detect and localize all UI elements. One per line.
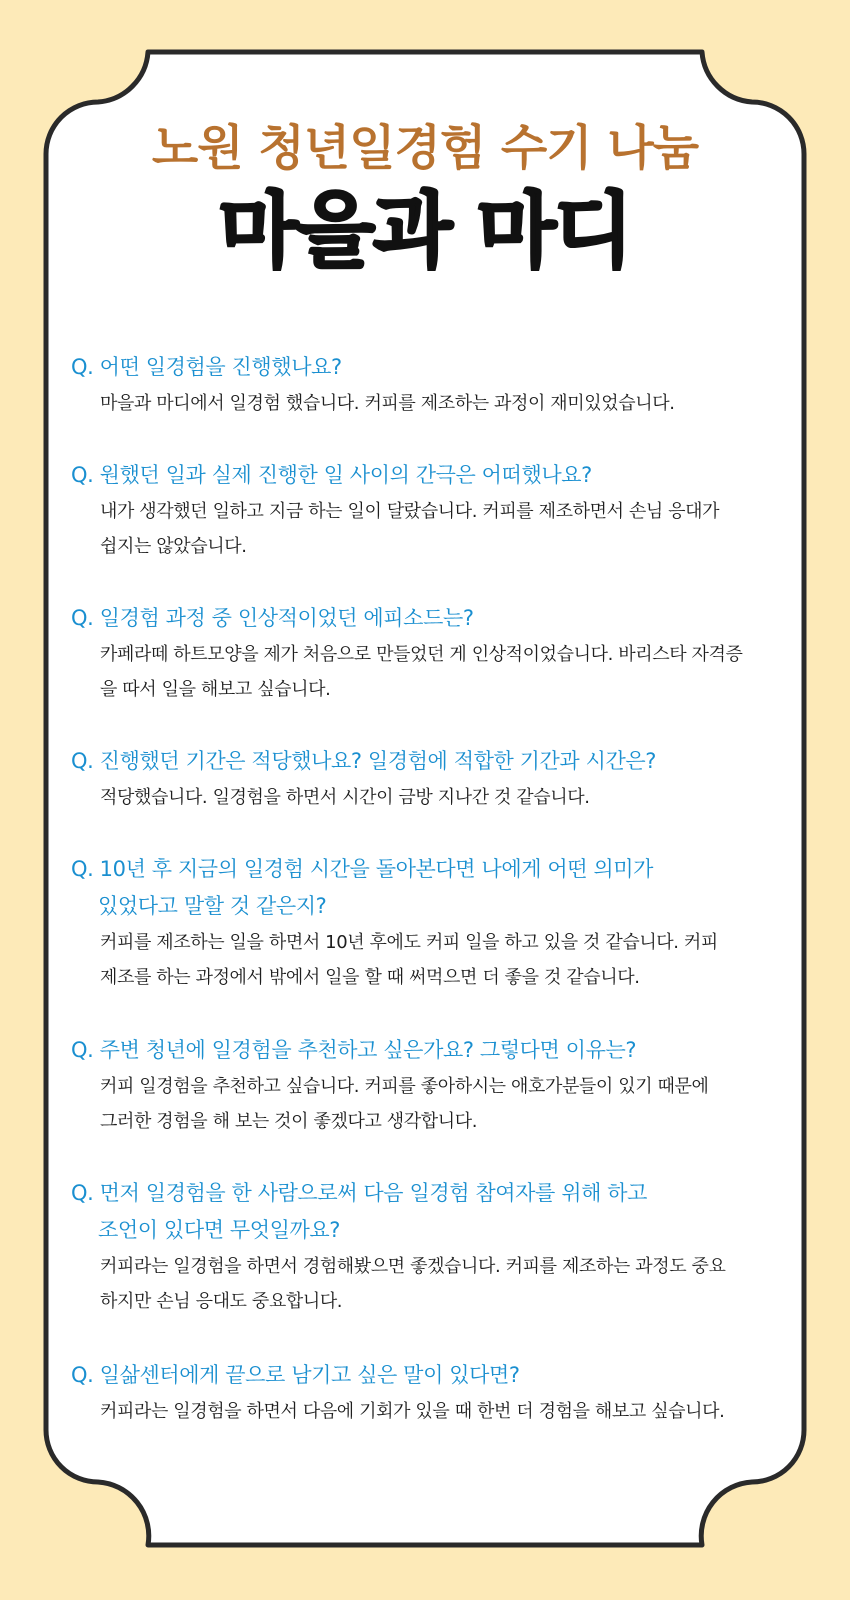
qa-item <box>71 349 791 421</box>
question: Q. 원했던 일과 실제 진행한 일 사이의 간극은 어떠했나요? <box>71 463 592 487</box>
qa-item <box>71 1357 791 1429</box>
answer: 적당했습니다. 일경험을 하면서 시간이 금방 지나간 것 같습니다. <box>100 787 590 808</box>
page-title: 마을과 마디 <box>218 184 632 279</box>
answer: 커피를 제조하는 일을 하면서 10년 후에도 커피 일을 하고 있을 것 같습니다. 커피 제조를 하는 과정에서 밖에서 일을 할 때 써먹으면 더 좋을 것 같습니다. <box>100 932 718 988</box>
answer: 커피 일경험을 추천하고 싶습니다. 커피를 좋아하시는 애호가분들이 있기 때문에 그러한 경험을 해 보는 것이 좋겠다고 생각합니다. <box>100 1076 709 1132</box>
qa-item <box>71 600 791 707</box>
qa-item <box>71 457 791 564</box>
page-subtitle: 노원 청년일경험 수기 나눔 <box>151 120 699 176</box>
question: Q. 먼저 일경험을 한 사람으로써 다음 일경험 참여자를 위해 하고 조언이 있다면 무엇일까요? <box>71 1181 648 1242</box>
answer: 커피라는 일경험을 하면서 다음에 기회가 있을 때 한번 더 경험을 해보고 싶습니다. <box>100 1401 725 1422</box>
question: Q. 일경험 과정 중 인상적이었던 에피소드는? <box>71 606 474 630</box>
answer: 커피라는 일경험을 하면서 경험해봤으면 좋겠습니다. 커피를 제조하는 과정도 중요 하지만 손님 응대도 중요합니다. <box>100 1256 726 1312</box>
qa-item <box>71 1175 791 1319</box>
question: Q. 10년 후 지금의 일경험 시간을 돌아본다면 나에게 어떤 의미가 있었다고 말할 것 같은지? <box>71 857 654 918</box>
question: Q. 어떤 일경험을 진행했나요? <box>71 355 342 379</box>
answer: 내가 생각했던 일하고 지금 하는 일이 달랐습니다. 커피를 제조하면서 손님 응대가 쉽지는 않았습니다. <box>100 501 720 557</box>
question: Q. 주변 청년에 일경험을 추천하고 싶은가요? 그렇다면 이유는? <box>71 1038 637 1062</box>
qa-item <box>71 1032 791 1139</box>
answer: 마을과 마디에서 일경험 했습니다. 커피를 제조하는 과정이 재미있었습니다. <box>100 393 675 414</box>
qa-item <box>71 851 791 995</box>
qa-item <box>71 743 791 815</box>
question: Q. 진행했던 기간은 적당했나요? 일경험에 적합한 기간과 시간은? <box>71 749 656 773</box>
question: Q. 일삶센터에게 끝으로 남기고 싶은 말이 있다면? <box>71 1363 520 1387</box>
answer: 카페라떼 하트모양을 제가 처음으로 만들었던 게 인상적이었습니다. 바리스타 자격증 을 따서 일을 해보고 싶습니다. <box>100 644 743 700</box>
